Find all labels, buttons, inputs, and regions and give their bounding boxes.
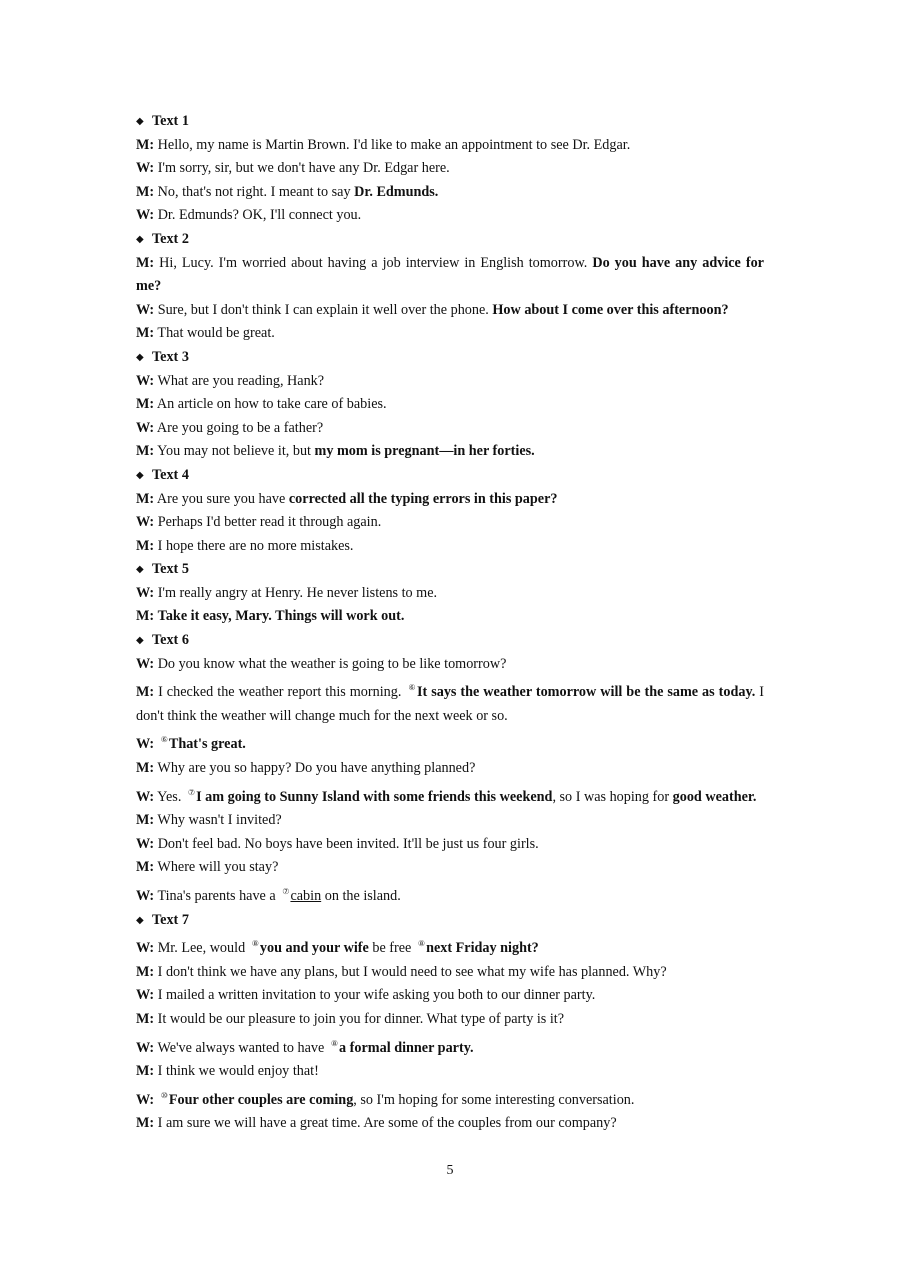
dialogue-line xyxy=(136,1084,764,1113)
section-title: Text 6 xyxy=(152,632,189,649)
line-text: I don't think the weather will change much for the next week or so. xyxy=(136,684,765,724)
line-text: Perhaps I'd better read it through again. xyxy=(157,514,382,531)
section-title: Text 7 xyxy=(152,911,189,928)
speaker-label: W: xyxy=(136,1091,155,1108)
dialogue-line xyxy=(136,932,764,961)
section-title: Text 3 xyxy=(152,348,189,365)
dialogue-line xyxy=(136,961,764,985)
speaker-label: W: xyxy=(136,987,155,1004)
line-text: I think we would enjoy that! xyxy=(157,1063,319,1080)
section-heading xyxy=(136,464,764,488)
key-phrase: corrected all the typing errors in this paper? xyxy=(288,490,558,507)
line-text: I hope there are no more mistakes. xyxy=(157,537,354,554)
speaker-label: M: xyxy=(136,490,155,507)
dialogue-line xyxy=(136,252,764,299)
speaker-label: M: xyxy=(136,760,155,777)
bullet-icon: ◆ xyxy=(136,233,144,245)
line-text: Why are you so happy? Do you have anything planned? xyxy=(157,760,476,777)
line-text: Why wasn't I invited? xyxy=(157,812,282,829)
dialogue-line xyxy=(136,1060,764,1084)
key-phrase: I am going to Sunny Island with some friends this weekend xyxy=(196,788,553,805)
line-text: What are you reading, Hank? xyxy=(157,372,325,389)
key-phrase: Do you have any advice for me? xyxy=(136,254,764,295)
line-text: Tina's parents have a xyxy=(157,888,280,904)
dialogue-line xyxy=(136,1008,764,1032)
speaker-label: M: xyxy=(136,1063,155,1080)
line-text: , so I'm hoping for some interesting conversation. xyxy=(353,1091,635,1108)
speaker-label: M: xyxy=(136,254,155,271)
line-text: You may not believe it, but xyxy=(157,443,315,460)
dialogue-line xyxy=(136,181,764,205)
question-marker: ⑩ xyxy=(160,1090,168,1100)
key-phrase: How about I come over this afternoon? xyxy=(492,301,729,318)
transcript-body xyxy=(136,110,764,1136)
speaker-label: W: xyxy=(136,207,155,224)
bullet-icon: ◆ xyxy=(136,351,144,363)
key-phrase: That's great. xyxy=(168,736,246,753)
section-heading xyxy=(136,558,764,582)
speaker-label: W: xyxy=(136,301,155,318)
speaker-label: W: xyxy=(136,372,155,389)
bullet-icon: ◆ xyxy=(136,469,144,481)
section-title: Text 2 xyxy=(152,230,189,247)
section-heading xyxy=(136,629,764,653)
question-marker: ⑦ xyxy=(282,887,290,896)
line-text: Dr. Edmunds? OK, I'll connect you. xyxy=(157,207,362,224)
dialogue-line xyxy=(136,322,764,346)
line-text: Hi, Lucy. I'm worried about having a job interview in English tomorrow. xyxy=(159,254,593,271)
speaker-label: W: xyxy=(136,940,155,957)
dialogue-line xyxy=(136,833,764,857)
key-phrase: Dr. Edmunds. xyxy=(354,183,439,200)
line-text: Do you know what the weather is going to be like tomorrow? xyxy=(157,655,507,672)
line-text: be free xyxy=(368,940,415,957)
key-phrase: you and your wife xyxy=(259,940,369,957)
dialogue-line xyxy=(136,157,764,181)
speaker-label: W: xyxy=(136,1039,155,1056)
dialogue-line xyxy=(136,653,764,677)
key-phrase: good weather. xyxy=(672,788,757,805)
dialogue-line xyxy=(136,511,764,535)
line-text: We've always wanted to have xyxy=(157,1039,328,1056)
page-number: 5 xyxy=(446,1163,454,1178)
section-title: Text 1 xyxy=(152,113,189,129)
speaker-label: M: xyxy=(136,963,155,980)
line-text: Sure, but I don't think I can explain it well over the phone. xyxy=(157,301,493,318)
dialogue-line xyxy=(136,605,764,629)
bullet-icon: ◆ xyxy=(136,635,144,647)
line-text: I'm really angry at Henry. He never listens to me. xyxy=(157,584,438,601)
key-phrase: a formal dinner party. xyxy=(339,1039,474,1056)
line-text: That would be great. xyxy=(157,325,275,342)
speaker-label: W: xyxy=(136,514,155,531)
dialogue-line xyxy=(136,757,764,781)
speaker-label: W: xyxy=(136,419,155,436)
speaker-label: W: xyxy=(136,736,155,753)
speaker-label: M: xyxy=(136,1115,155,1132)
speaker-label: M: xyxy=(136,396,155,413)
line-text: I mailed a written invitation to your wife asking you both to our dinner party. xyxy=(157,987,596,1004)
dialogue-line xyxy=(136,1032,764,1061)
section-title: Text 4 xyxy=(152,466,189,483)
dialogue-line xyxy=(136,370,764,394)
section-heading xyxy=(136,228,764,252)
line-text: I am sure we will have a great time. Are some of the couples from our company? xyxy=(157,1115,617,1132)
dialogue-line xyxy=(136,440,764,464)
line-text: I checked the weather report this morning. xyxy=(158,684,406,701)
line-text: , so I was hoping for xyxy=(552,788,673,805)
speaker-label: W: xyxy=(136,584,155,601)
bullet-icon: ◆ xyxy=(136,564,144,576)
dialogue-line xyxy=(136,393,764,417)
line-text: An article on how to take care of babies. xyxy=(156,396,387,413)
line-text: Are you going to be a father? xyxy=(156,419,324,436)
bullet-icon: ◆ xyxy=(136,914,144,926)
line-text: Are you sure you have xyxy=(156,490,289,507)
key-phrase: my mom is pregnant—in her forties. xyxy=(314,443,535,460)
dialogue-line xyxy=(136,582,764,606)
dialogue-line xyxy=(136,880,764,909)
speaker-label: W: xyxy=(136,788,155,805)
speaker-label: W: xyxy=(136,160,155,177)
speaker-label: M: xyxy=(136,1010,155,1027)
dialogue-line xyxy=(136,809,764,833)
speaker-label: W: xyxy=(136,835,155,852)
dialogue-line xyxy=(136,134,764,158)
dialogue-line xyxy=(136,417,764,441)
speaker-label: M: xyxy=(136,859,155,876)
line-text: No, that's not right. I meant to say xyxy=(157,183,355,200)
line-text: Don't feel bad. No boys have been invited. It'll be just us four girls. xyxy=(157,835,539,852)
line-text: Yes. xyxy=(157,788,185,805)
question-marker: ⑧ xyxy=(417,939,426,949)
underlined-word: cabin xyxy=(290,888,322,904)
key-phrase: It says the weather tomorrow will be the same as today. xyxy=(416,684,756,701)
section-heading xyxy=(136,909,764,933)
dialogue-line xyxy=(136,204,764,228)
speaker-label: M: xyxy=(136,608,155,625)
dialogue-line xyxy=(136,1112,764,1136)
dialogue-line xyxy=(136,728,764,757)
section-title: Text 5 xyxy=(152,561,189,578)
question-marker: ⑥ xyxy=(408,683,416,693)
question-marker: ⑥ xyxy=(160,735,168,745)
key-phrase: Take it easy, Mary. Things will work out. xyxy=(157,608,405,625)
speaker-label: M: xyxy=(136,812,155,829)
speaker-label: M: xyxy=(136,537,155,554)
speaker-label: M: xyxy=(136,325,155,342)
line-text: on the island. xyxy=(321,888,401,904)
line-text: Mr. Lee, would xyxy=(157,940,249,957)
question-marker: ⑧ xyxy=(251,939,259,949)
speaker-label: M: xyxy=(136,183,155,200)
key-phrase: Four other couples are coming xyxy=(168,1091,354,1108)
line-text: I'm sorry, sir, but we don't have any Dr. Edgar here. xyxy=(157,160,450,177)
speaker-label: M: xyxy=(136,443,155,460)
speaker-label: W: xyxy=(136,655,155,672)
speaker-label: M: xyxy=(136,684,155,701)
speaker-label: M: xyxy=(136,136,155,153)
key-phrase: next Friday night? xyxy=(426,940,539,957)
bullet-icon: ◆ xyxy=(136,116,144,127)
question-marker: ⑦ xyxy=(187,787,196,797)
line-text: Where will you stay? xyxy=(157,859,279,876)
dialogue-line xyxy=(136,856,764,880)
line-text: Hello, my name is Martin Brown. I'd like to make an appointment to see Dr. Edgar. xyxy=(157,136,631,153)
section-heading xyxy=(136,110,764,134)
dialogue-line xyxy=(136,984,764,1008)
speaker-label: W: xyxy=(136,888,155,904)
dialogue-line xyxy=(136,488,764,512)
line-text: It would be our pleasure to join you for dinner. What type of party is it? xyxy=(157,1010,565,1027)
dialogue-line xyxy=(136,781,764,810)
dialogue-line xyxy=(136,299,764,323)
dialogue-line xyxy=(136,676,764,728)
line-text: I don't think we have any plans, but I would need to see what my wife has planned. Why? xyxy=(157,963,667,980)
question-marker: ⑧ xyxy=(330,1038,339,1048)
section-heading xyxy=(136,346,764,370)
dialogue-line xyxy=(136,535,764,559)
